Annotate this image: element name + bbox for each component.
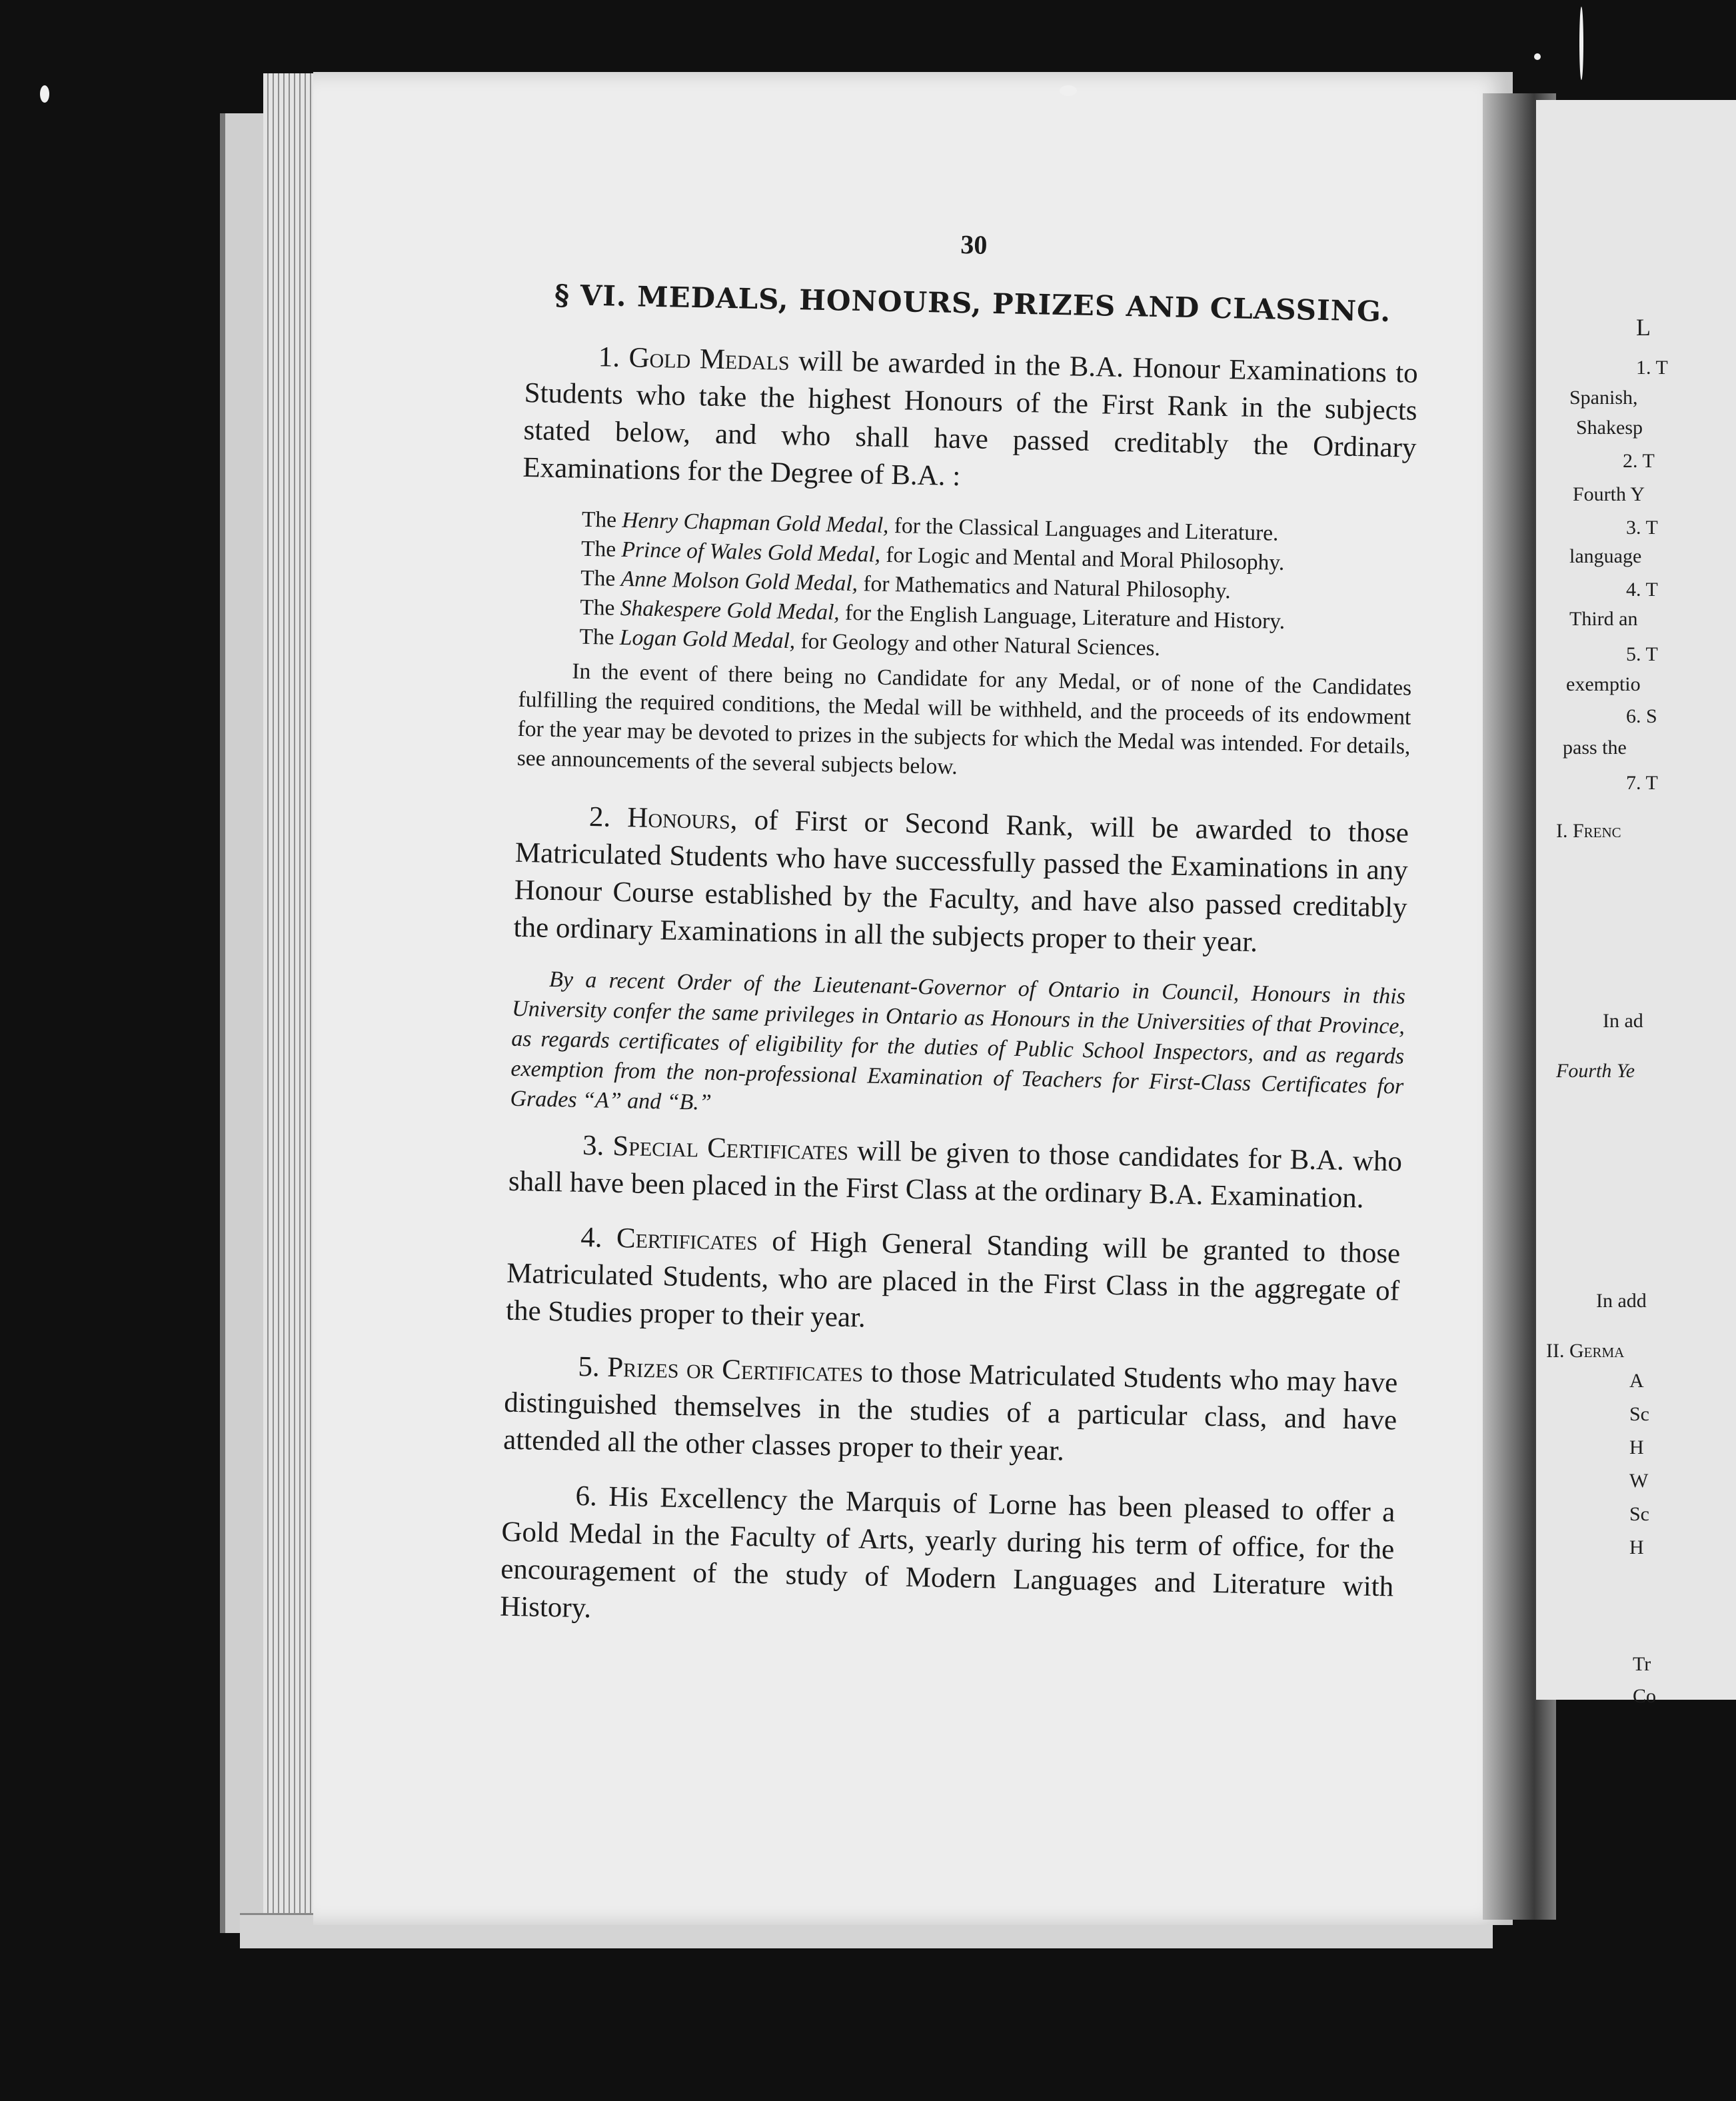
right-fragment: language <box>1569 545 1642 567</box>
scan-speck <box>1534 53 1541 60</box>
paragraph-certificates <box>506 1218 1401 1348</box>
right-fragment: Tr <box>1633 1653 1651 1675</box>
right-fragment: I. Frenc <box>1556 820 1621 842</box>
para-text: His Excellency the Marquis of Lorne has been pleased to offer a Gold Medal in the Faculty of Arts, yearly during his term of office, for the encouragement of the study of Modern Languages and Literature with History. <box>499 1480 1395 1624</box>
scan-speck <box>40 85 49 103</box>
scan-speck <box>1060 85 1077 96</box>
para-lead: Gold Medals <box>628 342 790 377</box>
para-text: of High General Standing will be granted to those Matriculated Students, who are placed in the First Class in the aggregate of the Studies proper to their year. <box>505 1225 1401 1334</box>
paragraph-prizes <box>503 1347 1398 1477</box>
medal-subject: for Geology and other Natural Sciences. <box>800 629 1161 661</box>
para-text: will be awarded in the B.A. Honour Examinations to Students who take the highest Honours of the First Rank in the subjects stated below, and who shall have passed creditably the Ordinary Examinations for the Degree of B.A. : <box>522 345 1419 493</box>
right-fragment: II. Germa <box>1546 1340 1625 1362</box>
right-fragment: H <box>1629 1436 1644 1458</box>
para-lead: Special Certificates <box>612 1130 849 1166</box>
medal-name: Shakespere Gold Medal, <box>620 595 840 625</box>
medal-subject: for Mathematics and Natural Philosophy. <box>863 571 1232 604</box>
right-fragment: 6. S <box>1626 705 1657 727</box>
medal-name: Logan Gold Medal, <box>619 625 796 654</box>
paragraph-honours <box>513 797 1409 965</box>
right-fragment: Third an <box>1569 608 1638 630</box>
section-heading: § VI. MEDALS, HONOURS, PRIZES AND CLASSING. <box>554 278 1391 329</box>
right-fragment: Fourth Ye <box>1556 1060 1635 1082</box>
medal-subject: for the Classical Languages and Literature. <box>894 513 1279 546</box>
medal-subject: for Logic and Mental and Moral Philosophy. <box>886 542 1285 575</box>
right-fragment: In ad <box>1603 1010 1643 1032</box>
medal-list <box>519 504 1415 669</box>
para-lead: Honours, <box>626 802 738 836</box>
para-number: 3. <box>582 1129 604 1162</box>
right-fragment: Spanish, <box>1569 387 1638 409</box>
right-fragment: 2. T <box>1623 450 1655 472</box>
para-number: 4. <box>580 1221 603 1254</box>
right-fragment: Fourth Y <box>1573 483 1645 505</box>
paragraph-special-certificates <box>508 1126 1402 1218</box>
right-fragment: W <box>1629 1470 1649 1492</box>
right-fragment: H <box>1629 1536 1644 1558</box>
medal-name: Anne Molson Gold Medal, <box>620 566 858 597</box>
para-number: 2. <box>588 801 611 833</box>
page-text-block <box>499 220 1421 1660</box>
para-text: of First or Second Rank, will be awarded to those Matriculated Students who have successfully passed the Examinations in any Honour Course established by the Faculty, and have also passed creditably the ordinary Examinations in all the subjects proper to their year. <box>513 805 1409 959</box>
right-page-cropped <box>1536 100 1736 1707</box>
right-fragment: Sc <box>1629 1503 1649 1525</box>
right-fragment: Co <box>1633 1685 1657 1707</box>
right-fragment: exemptio <box>1566 673 1641 695</box>
medal-pre: The <box>580 536 616 562</box>
paragraph-gold-medals <box>522 337 1418 505</box>
para-lead: Certificates <box>616 1222 758 1257</box>
medal-subject: for the English Language, Literature and History. <box>844 600 1286 634</box>
order-in-council-note: By a recent Order of the Lieutenant-Governor of Ontario in Council, Honours in this University confer the same privileges in Ontario as Honours in the Universities of that Province, as regards certificates of eligibility for the duties of Public School Inspectors, and as regards exemption from the non-professional Examination of Teachers for First-Class Certificates for Grades “A” and “B.” <box>510 967 1406 1115</box>
medal-pre: The <box>579 624 614 650</box>
para-lead: Prizes or Certificates <box>606 1351 864 1388</box>
right-fragment: 7. T <box>1626 772 1658 794</box>
page-number: 30 <box>960 229 988 260</box>
para-number: 5. <box>578 1350 600 1383</box>
scan-mark <box>1579 7 1583 80</box>
right-fragment: In add <box>1596 1290 1647 1312</box>
right-fragment: Sc <box>1629 1403 1649 1425</box>
withheld-note: In the event of there being no Candidate for any Medal, or of none of the Candidates fulfilling the required conditions, the Medal will be withheld, and the proceeds of its endowment for the year may be devoted to prizes in the subjects for which the Medal was intended. For details, see announcements of the several subjects below. <box>516 659 1412 780</box>
right-fragment: 1. T <box>1636 357 1668 379</box>
right-fragment: L <box>1636 314 1651 341</box>
medal-pre: The <box>580 565 616 591</box>
medal-pre: The <box>579 595 615 621</box>
right-fragment: Shakesp <box>1576 417 1643 439</box>
medal-name: Henry Chapman Gold Medal, <box>622 507 889 538</box>
right-fragment: 5. T <box>1626 643 1658 665</box>
para-text: will be given to those candidates for B.A. who shall have been placed in the First Class at the ordinary B.A. Examination. <box>508 1135 1403 1214</box>
para-text: to those Matriculated Students who may have distinguished themselves in the studies of a particular class, and have attended all the other classes proper to their year. <box>502 1356 1398 1467</box>
right-fragment: 4. T <box>1626 579 1658 601</box>
para-number: 1. <box>598 341 620 373</box>
medal-name: Prince of Wales Gold Medal, <box>621 537 881 567</box>
right-fragment: pass the <box>1563 737 1627 759</box>
right-fragment: A <box>1629 1370 1644 1392</box>
right-fragment: 3. T <box>1626 517 1658 539</box>
medal-pre: The <box>581 507 617 533</box>
paragraph-marquis-medal <box>500 1476 1395 1644</box>
para-number: 6. <box>575 1480 598 1512</box>
